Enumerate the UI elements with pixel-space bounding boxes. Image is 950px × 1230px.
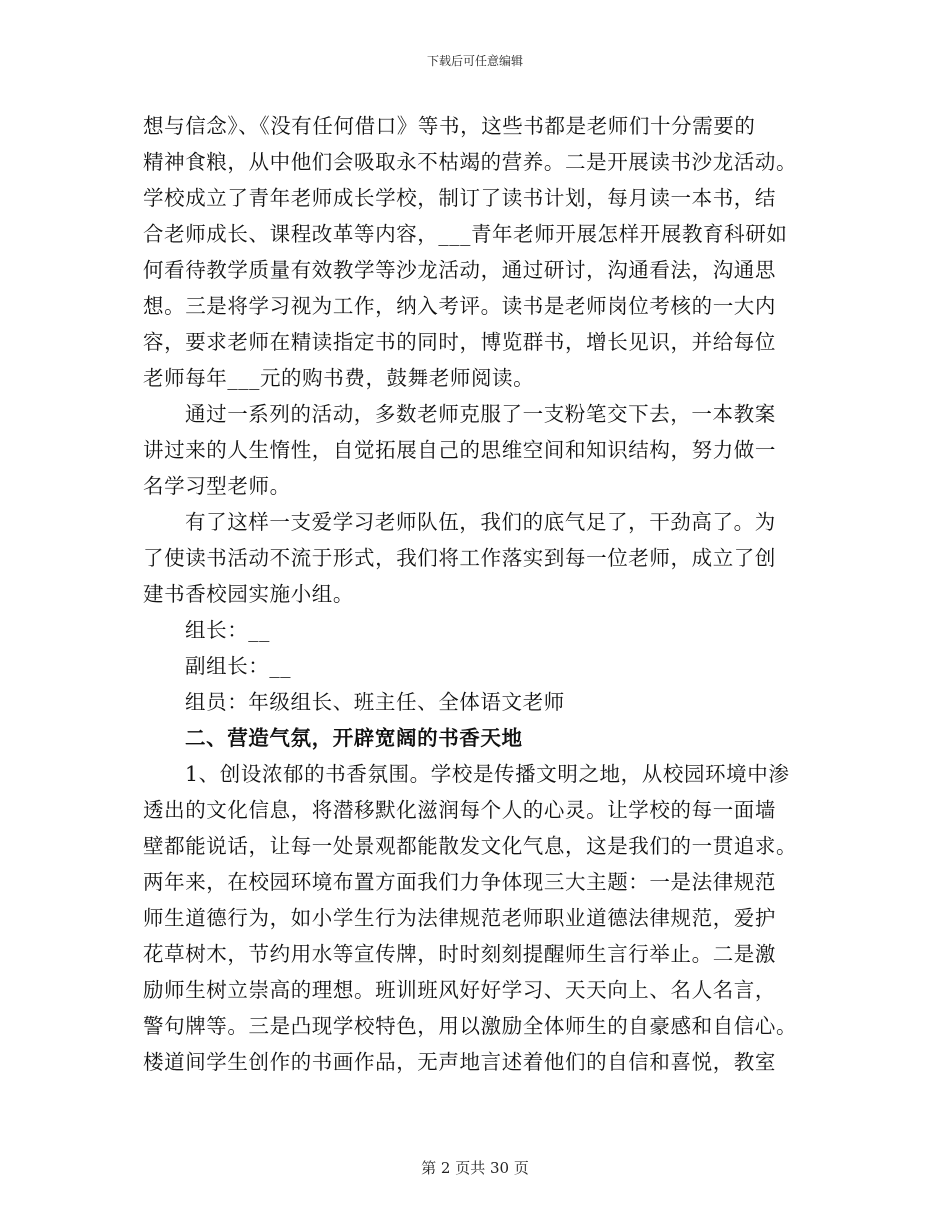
text-line: 组长：__: [185, 618, 270, 642]
text-line: 了使读书活动不流于形式，我们将工作落实到每一位老师，成立了创: [143, 546, 776, 570]
text-line: 有了这样一支爱学习老师队伍，我们的底气足了，干劲高了。为: [185, 510, 776, 534]
text-line: 1、创设浓郁的书香氛围。学校是传播文明之地，从校园环境中渗: [185, 762, 790, 786]
text-line: 讲过来的人生惰性，自觉拓展自己的思维空间和知识结构，努力做一: [143, 438, 776, 462]
document-body: [143, 108, 805, 1080]
page-footer: 第 2 页共 30 页: [421, 1159, 529, 1177]
text-line: 合老师成长、课程改革等内容，___青年老师开展怎样开展教育科研如: [143, 222, 788, 246]
text-line: 副组长：__: [185, 654, 292, 678]
section-heading: 二、营造气氛，开辟宽阔的书香天地: [185, 726, 523, 750]
text-line: 楼道间学生创作的书画作品，无声地言述着他们的自信和喜悦，教室: [143, 1050, 776, 1074]
text-line: 壁都能说话，让每一处景观都能散发文化气息，这是我们的一贯追求。: [143, 834, 798, 858]
text-line: 组员：年级组长、班主任、全体语文老师: [185, 690, 565, 714]
page-header: 下载后可任意编辑: [426, 54, 523, 68]
text-line: 两年来，在校园环境布置方面我们力争体现三大主题：一是法律规范: [143, 870, 776, 894]
text-line: 透出的文化信息，将潜移默化滋润每个人的心灵。让学校的每一面墙: [143, 798, 776, 822]
text-line: 想与信念》、《没有任何借口》等书，这些书都是老师们十分需要的: [143, 114, 756, 138]
text-line: 通过一系列的活动，多数老师克服了一支粉笔交下去，一本教案: [185, 402, 776, 426]
text-line: 想。三是将学习视为工作，纳入考评。读书是老师岗位考核的一大内: [143, 294, 776, 318]
text-line: 励师生树立崇高的理想。班训班风好好学习、天天向上、名人名言，: [143, 978, 776, 1002]
text-line: 警句牌等。三是凸现学校特色，用以激励全体师生的自豪感和自信心。: [143, 1014, 798, 1038]
text-line: 老师每年___元的购书费，鼓舞老师阅读。: [143, 366, 535, 390]
text-line: 学校成立了青年老师成长学校，制订了读书计划，每月读一本书，结: [143, 186, 776, 210]
text-line: 容，要求老师在精读指定书的同时，博览群书，增长见识，并给每位: [143, 330, 776, 354]
text-line: 名学习型老师。: [143, 474, 291, 498]
text-line: 花草树木，节约用水等宣传牌，时时刻刻提醒师生言行举止。二是激: [143, 942, 776, 966]
text-line: 建书香校园实施小组。: [143, 582, 354, 606]
text-line: 精神食粮，从中他们会吸取永不枯竭的营养。二是开展读书沙龙活动。: [143, 150, 798, 174]
text-line: 师生道德行为，如小学生行为法律规范老师职业道德法律规范，爱护: [143, 906, 776, 930]
text-line: 何看待教学质量有效教学等沙龙活动，通过研讨，沟通看法，沟通思: [143, 258, 776, 282]
